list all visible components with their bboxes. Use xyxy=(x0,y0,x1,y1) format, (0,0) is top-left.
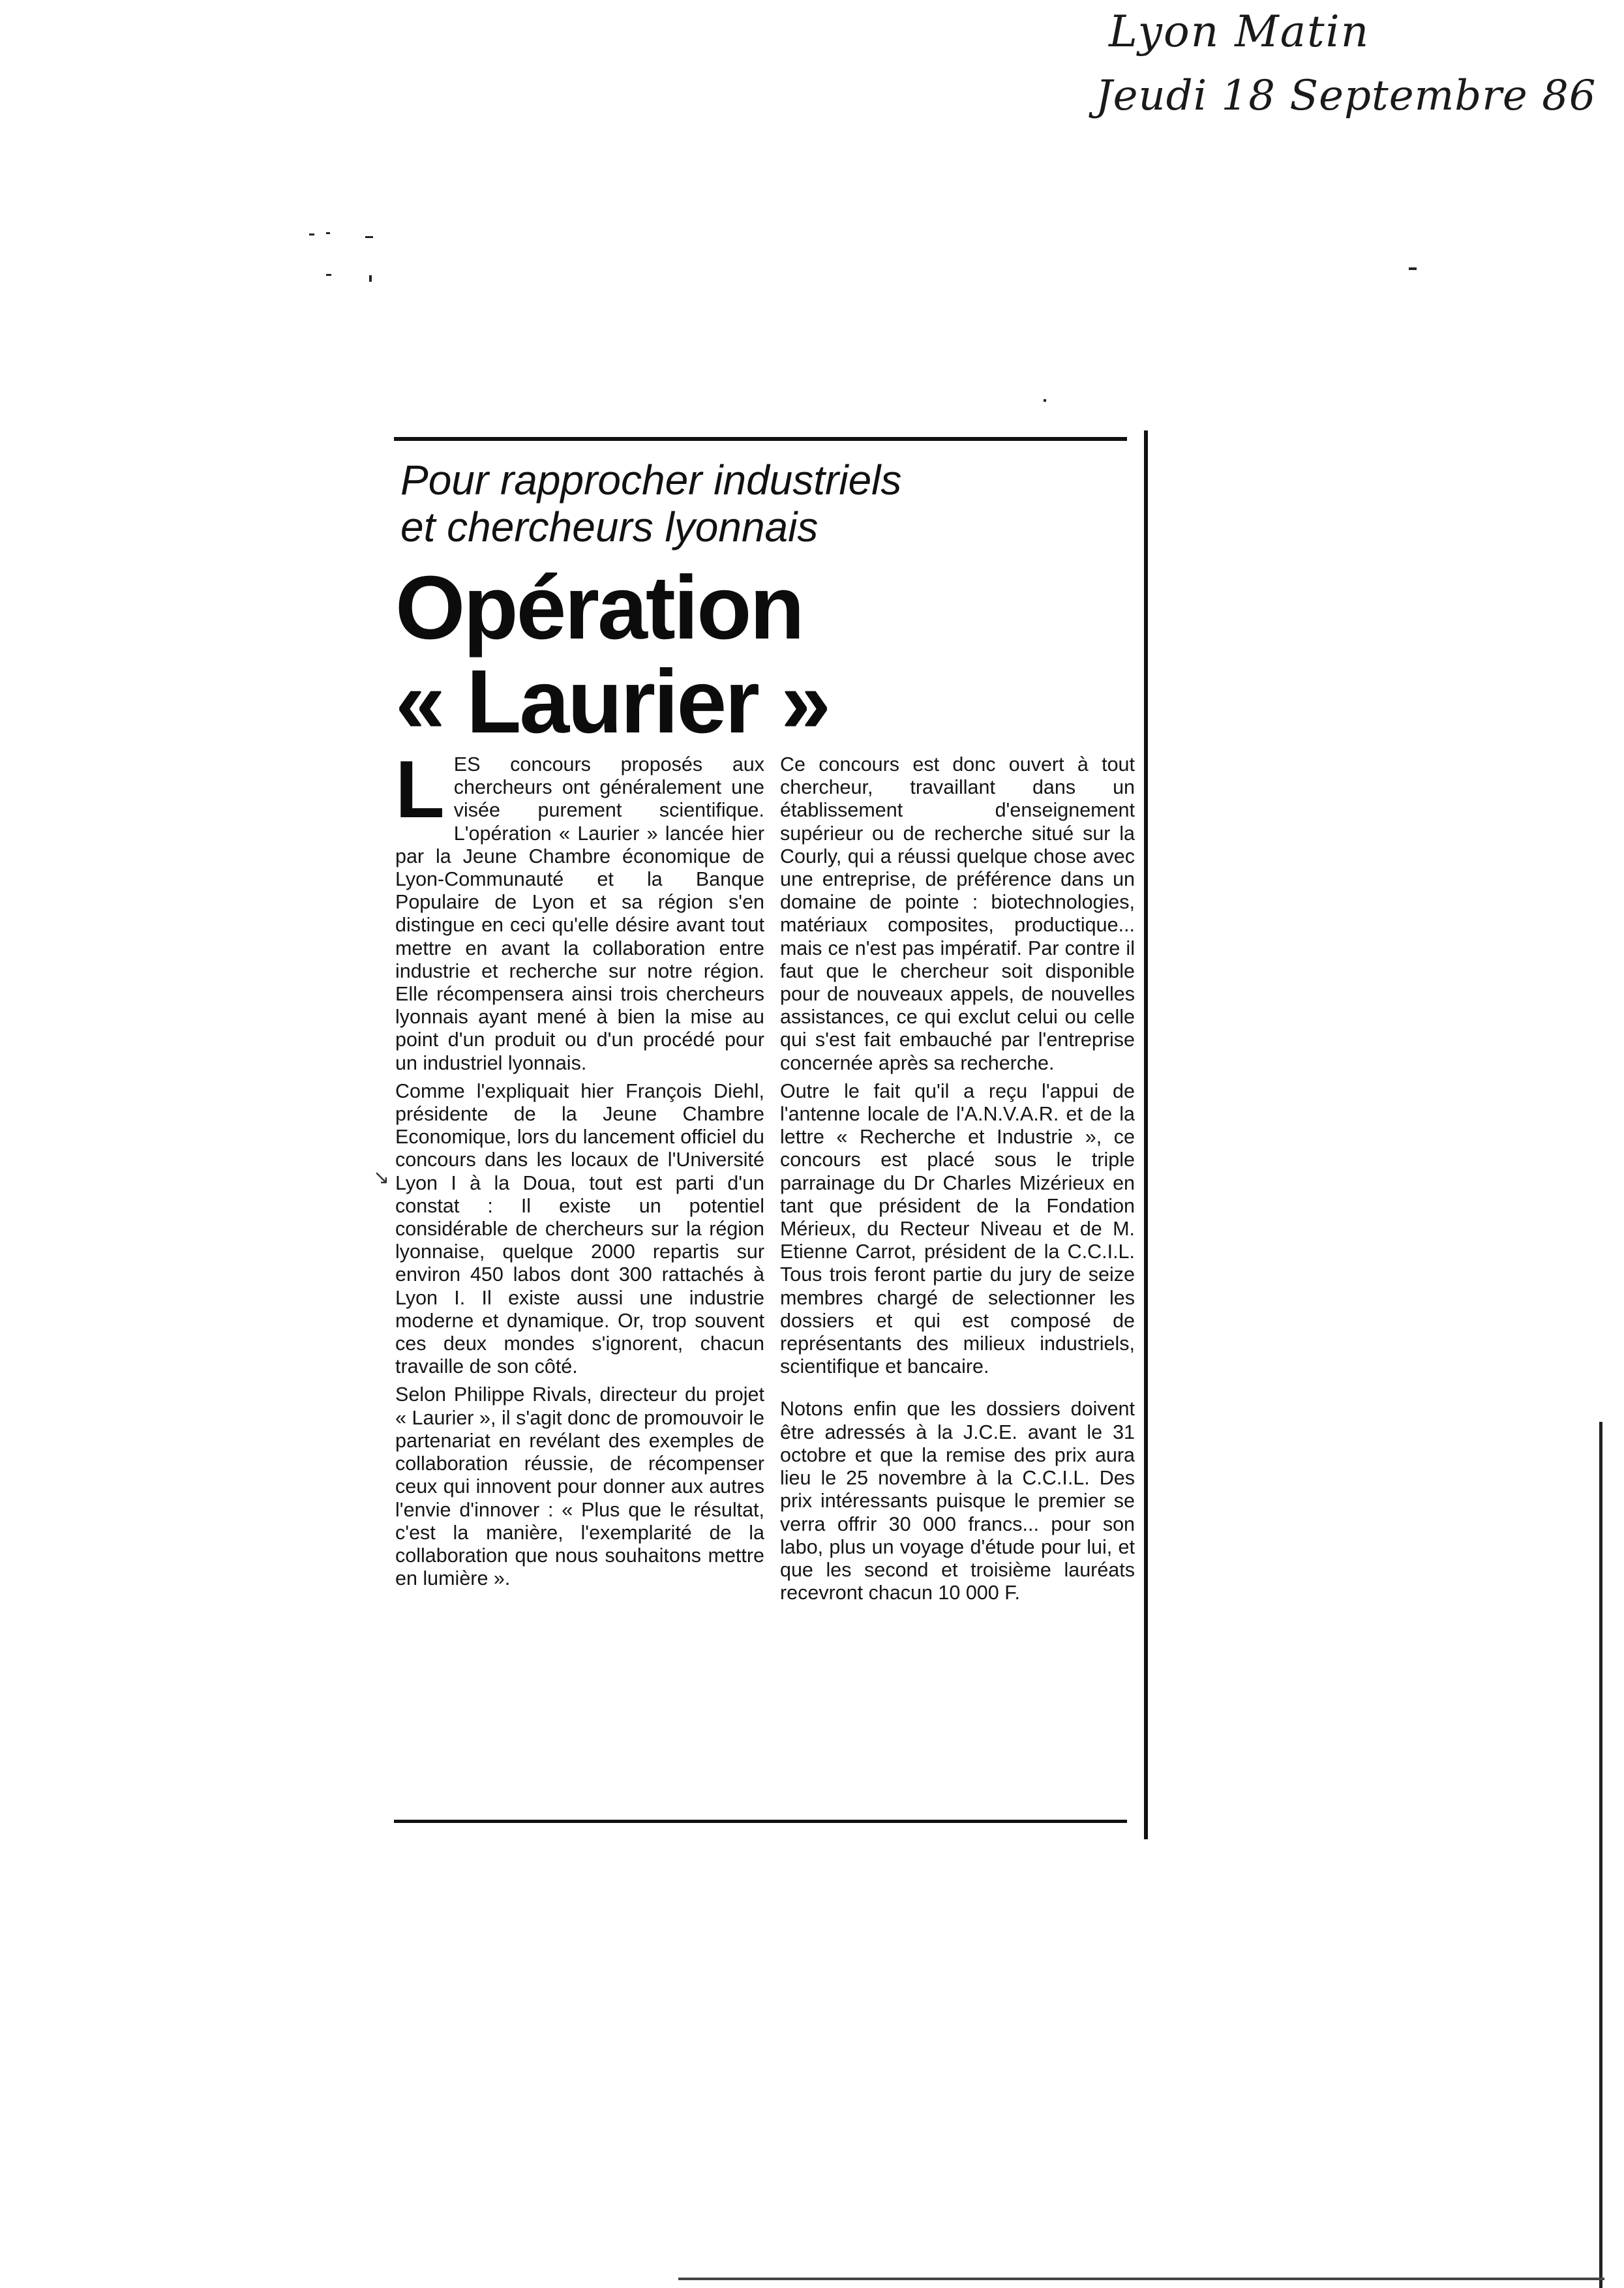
scan-page-edge-bottom xyxy=(678,2278,1604,2280)
handwritten-source-note: Lyon Matin xyxy=(1109,7,1370,57)
scan-speck xyxy=(326,232,330,234)
article-headline xyxy=(395,558,1126,752)
article-column-right xyxy=(780,753,1135,1604)
paragraph: Outre le fait qu'il a reçu l'appui de l'antenne locale de l'A.N.V.A.R. et de la lettre « Recherche et Industrie », ce concours est placé sous le triple parrainage du Dr Charles Mizérieux en tant que président de la Fondation Mérieux, du Recteur Niveau et de M. Etienne Carrot, président de la C.C.I.L. Tous trois feront partie du jury de seize membres chargé de selectionner les dossiers et qui est composé de représentants des milieux industriels, scientifique et bancaire. xyxy=(780,1079,1135,1378)
paragraph: Selon Philippe Rivals, directeur du projet « Laurier », il s'agit donc de promouvoir le partenariat en revélant des exemples de collaboration réussie, de récompenser ceux qui innovent pour donner aux autres l'envie d'innover : « Plus que le résultat, c'est la manière, l'exemplarité de la collaboration que nous souhaitons mettre en lumière ». xyxy=(395,1383,764,1590)
article-column-left xyxy=(395,745,764,1590)
scan-speck xyxy=(1409,267,1417,270)
article-right-rule xyxy=(1144,430,1148,1839)
paragraph-text: ES concours proposés aux chercheurs ont généralement une visée purement scientifique. L'opération « Laurier » lancée hier par la Jeune Chambre économique de Lyon-Communauté et la Banque Populaire de Lyon et sa région s'en distingue en ceci qu'elle désire avant tout mettre en avant la collaboration entre industrie et recherche sur notre région. Elle récompensera ainsi trois chercheurs lyonnais ayant mené à bien la mise au point d'un produit ou d'un procédé pour un industriel lyonnais. xyxy=(395,753,764,1074)
scan-speck xyxy=(309,233,314,235)
scan-page-edge xyxy=(1599,1422,1602,2288)
article-kicker xyxy=(400,457,1131,550)
scan-speck xyxy=(326,274,331,276)
kicker-line-2: et chercheurs lyonnais xyxy=(400,504,819,550)
paragraph: Comme l'expliquait hier François Diehl, présidente de la Jeune Chambre Economique, lors du lancement officiel du concours dans les locaux de l'Université Lyon I à la Doua, tout est parti d'un constat : Il existe un potentiel considérable de chercheurs sur la région lyonnaise, quelque 2000 repartis sur environ 450 labos dont 300 rattachés à Lyon I. Il existe aussi une industrie moderne et dynamique. Or, trop souvent ces deux mondes s'ignorent, chacun travaille de son côté. xyxy=(395,1079,764,1378)
margin-pen-mark: ↘ xyxy=(373,1167,390,1188)
headline-line-2: « Laurier » xyxy=(395,652,830,752)
article-top-rule xyxy=(394,437,1127,441)
scan-speck xyxy=(1044,399,1046,402)
drop-cap: L xyxy=(395,745,445,835)
paragraph xyxy=(395,745,764,1075)
handwritten-date-note: Jeudi 18 Septembre 86 xyxy=(1096,72,1597,120)
article-bottom-rule xyxy=(394,1820,1127,1823)
kicker-line-1: Pour rapprocher industriels xyxy=(400,457,902,504)
paragraph: Ce concours est donc ouvert à tout chercheur, travaillant dans un établissement d'enseignement supérieur ou de recherche situé sur la Courly, qui a réussi quelque chose avec une entreprise, de préférence dans un domaine de pointe : biotechnologies, matériaux composites, productique... mais ce n'est pas impératif. Par contre il faut que le chercheur soit disponible pour de nouveaux appels, de nouvelles assistances, ce qui exclut celui ou celle qui s'est fait embauché par l'entreprise concernée après sa recherche. xyxy=(780,753,1135,1074)
scan-speck xyxy=(365,236,373,238)
paragraph: Notons enfin que les dossiers doivent être adressés à la J.C.E. avant le 31 octobre et que la remise des prix aura lieu le 25 novembre à la C.C.I.L. Des prix intéressants puisque le premier se verra offrir 30 000 francs... pour son labo, plus un voyage d'étude pour lui, et que les second et troisième lauréats recevront chacun 10 000 F. xyxy=(780,1398,1135,1604)
headline-line-1: Opération xyxy=(395,558,803,658)
scan-speck xyxy=(369,275,372,282)
